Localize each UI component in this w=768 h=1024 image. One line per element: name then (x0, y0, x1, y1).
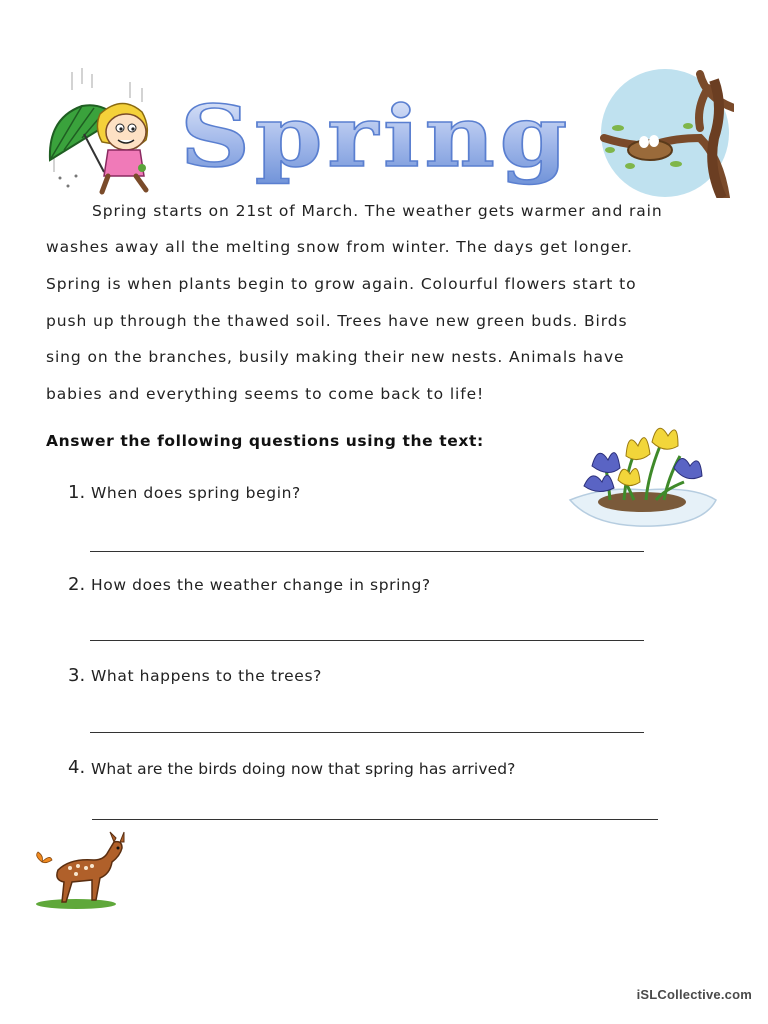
passage-line: push up through the thawed soil. Trees have new green buds. Birds (46, 312, 628, 330)
question-text: What are the birds doing now that spring has arrived? (91, 760, 516, 778)
answer-line[interactable] (90, 551, 644, 552)
footer-watermark: iSLCollective.com (636, 987, 752, 1002)
instruction-heading: Answer the following questions using the text: (46, 432, 484, 450)
fawn-icon (30, 826, 130, 910)
svg-text:Spring: Spring (180, 100, 572, 186)
question-text: When does spring begin? (91, 484, 301, 502)
passage-line: Spring starts on 21st of March. The weather gets warmer and rain (92, 202, 663, 220)
question-text: How does the weather change in spring? (91, 576, 431, 594)
question-number: 3. (68, 665, 86, 686)
bird-nest-on-branch-icon (596, 68, 734, 198)
question-number: 1. (68, 482, 86, 503)
answer-line[interactable] (92, 819, 658, 820)
passage-line: babies and everything seems to come back to life! (46, 385, 485, 403)
passage-line: Spring is when plants begin to grow again. Colourful flowers start to (46, 275, 637, 293)
question-number: 4. (68, 757, 86, 778)
question-number: 2. (68, 574, 86, 595)
answer-line[interactable] (90, 640, 644, 641)
answer-line[interactable] (90, 732, 644, 733)
page-title (176, 100, 596, 200)
passage-line: washes away all the melting snow from winter. The days get longer. (46, 238, 633, 256)
crocus-flowers-icon (564, 416, 724, 540)
question-text: What happens to the trees? (91, 667, 322, 685)
girl-with-umbrella-icon (42, 68, 162, 198)
passage-line: sing on the branches, busily making their new nests. Animals have (46, 348, 625, 366)
